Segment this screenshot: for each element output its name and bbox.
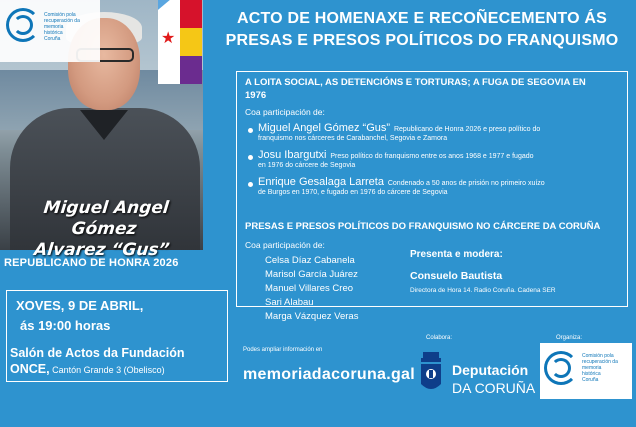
deputacion-name: Deputación (452, 362, 529, 378)
collab-label: Colabora: (426, 335, 453, 341)
presents-label: Presenta e modera: (410, 249, 503, 260)
event-venue: Salón de Actos da Fundación (10, 346, 185, 360)
honoree-title: REPUBLICANO DE HONRA 2026 (4, 257, 179, 269)
website-link[interactable]: memoriadacoruna.gal (243, 366, 415, 383)
org-logo-bottom: Comisión pola recuperación da memoria histórica Coruña (540, 343, 632, 399)
section2-with-label: Coa participación de: (245, 240, 325, 250)
list-item: Miguel Angel Gómez “Gus” Republicano de Honra 2026 e preso político do franquismo nos cárceres de Carabanchel, Segovia e Zamora (258, 124, 628, 143)
organiser-label: Organiza: (556, 335, 583, 341)
list-item: Marga Vázquez Veras (265, 311, 359, 322)
republican-flag (180, 0, 202, 84)
list-item: Josu Ibargutxi Preso político do franquismo entre os anos 1968 e 1977 e fugado en 1976 do cárcere de Segovia (258, 151, 628, 170)
list-item: Manuel Villares Creo (265, 283, 354, 294)
list-item: Sari Alabau (265, 297, 314, 308)
list-item: Enrique Gesalaga Larreta Condenado a 50 anos de prisión no primeiro xuízo de Burgos en 1970, e fugado en 1976 do cárcere de Segovia (258, 178, 628, 197)
moderator-role: Directora de Hora 14. Radio Coruña. Cadena SER (410, 287, 556, 294)
deputacion-subname: DA CORUÑA (452, 380, 536, 396)
list-item: Marisol García Juárez (265, 269, 358, 280)
red-star-icon: ★ (161, 30, 176, 47)
moderator-name: Consuelo Bautista (410, 270, 503, 282)
page-title: ACTO DE HOMENAXE E RECOÑECEMENTO ÁS PRESAS E PRESOS POLÍTICOS DO FRANQUISMO (225, 10, 619, 49)
section1-with-label: Coa participación de: (245, 107, 325, 117)
more-info-label: Podes ampliar información en (243, 347, 323, 353)
galicia-flag (158, 0, 180, 84)
honoree-name: Miguel Angel Gómez Alvarez “Gus” (33, 198, 171, 260)
section1-heading: A LOITA SOCIAL, AS DETENCIÓNS E TORTURAS; A FUGA DE SEGOVIA EN 1976 (245, 77, 586, 101)
event-address: ONCE, Cantón Grande 3 (Obelisco) (10, 362, 165, 376)
section2-heading: PRESAS E PRESOS POLÍTICOS DO FRANQUISMO NO CÁRCERE DA CORUÑA (245, 221, 601, 232)
list-item: Celsa Díaz Cabanela (265, 255, 355, 266)
org-logo-top: Comisión pola recuperación da memoria histórica Coruña (0, 0, 100, 62)
event-time: ás 19:00 horas (20, 318, 111, 333)
event-date: XOVES, 9 DE ABRIL, (16, 298, 144, 313)
deputacion-shield-icon (418, 350, 444, 396)
